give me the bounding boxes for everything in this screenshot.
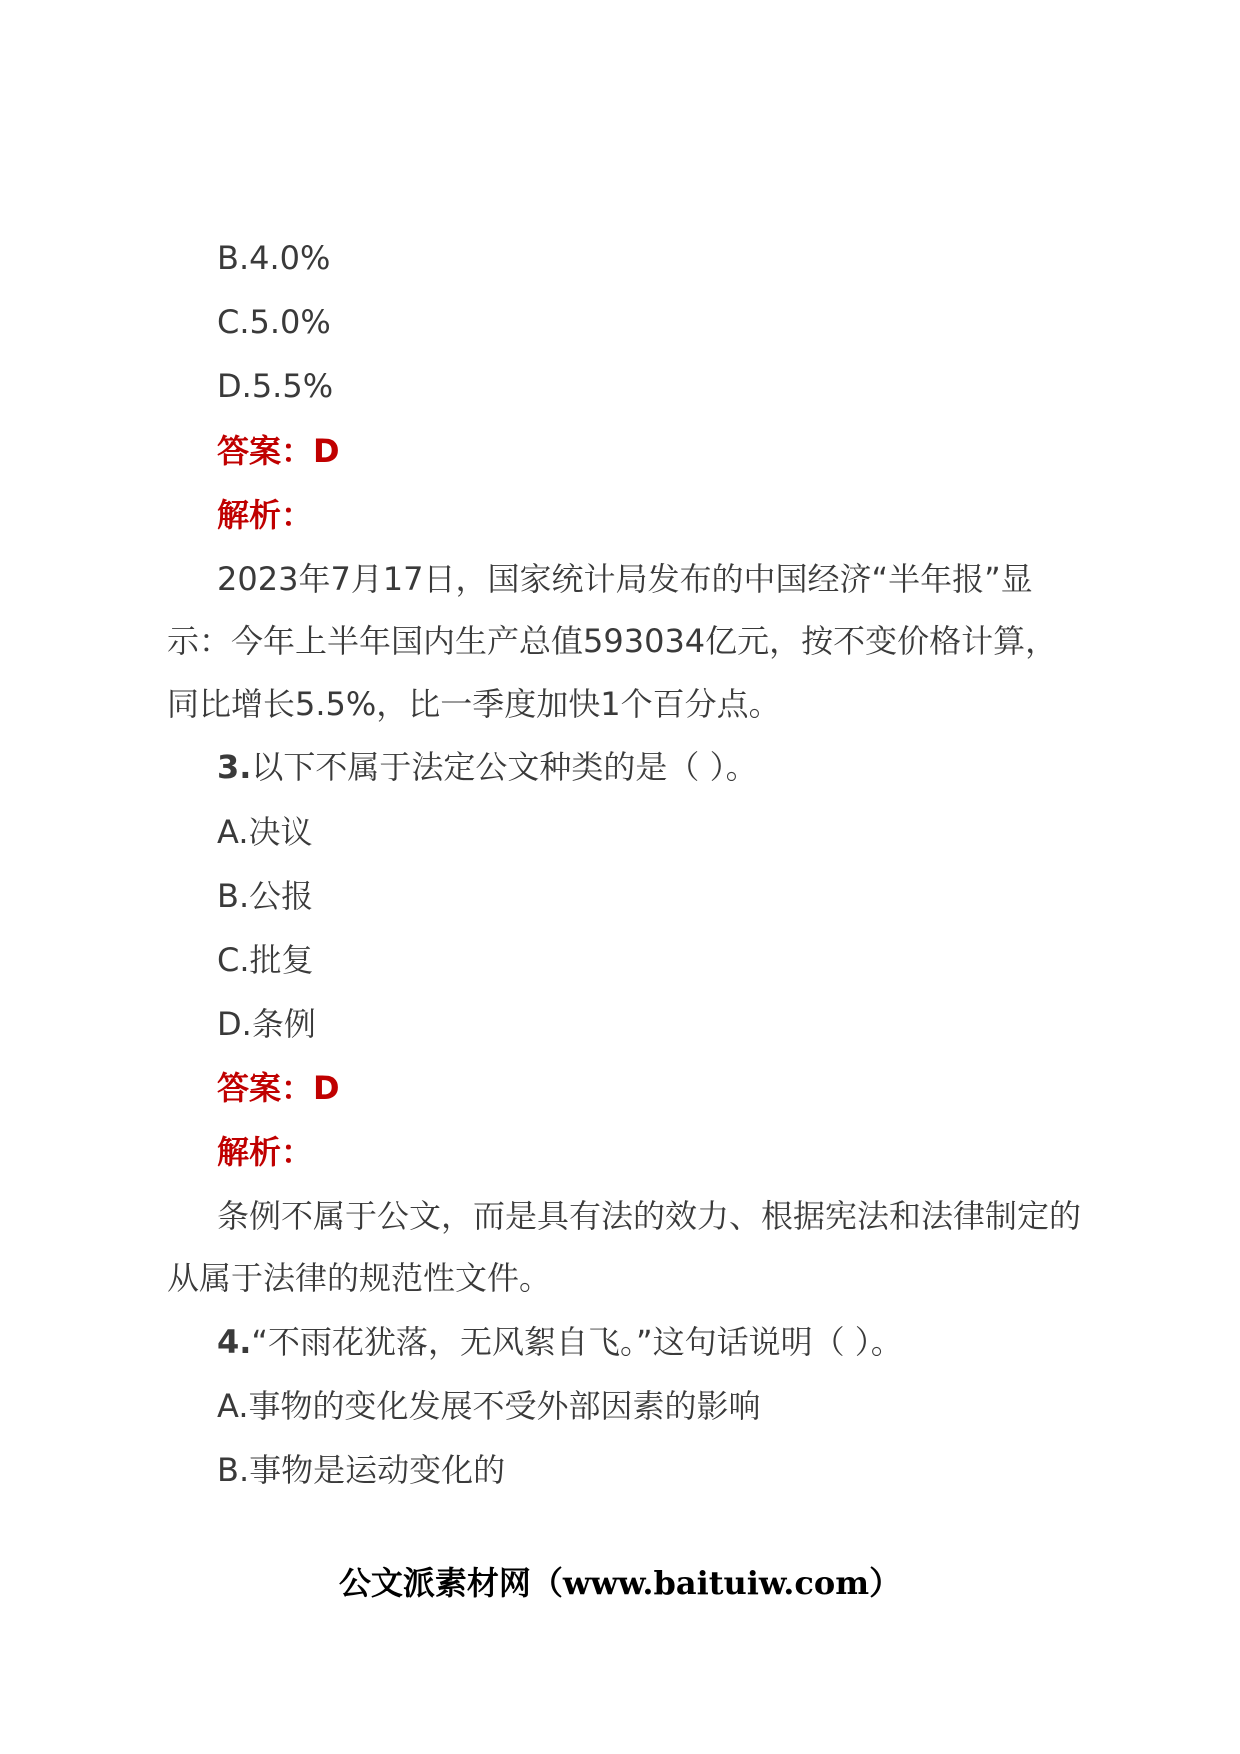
q3-number: 3. bbox=[217, 748, 252, 786]
q2-analysis-line-1: 2023年7月17日，国家统计局发布的中国经济“半年报”显 bbox=[217, 560, 1033, 598]
q2-option-b: B.4.0% bbox=[217, 239, 331, 277]
q4-option-a: A.事物的变化发展不受外部因素的影响 bbox=[217, 1387, 761, 1425]
q3-stem: 以下不属于法定公文种类的是（ ）。 bbox=[251, 748, 758, 786]
q3-question bbox=[217, 747, 758, 787]
q4-option-b: B.事物是运动变化的 bbox=[217, 1451, 506, 1489]
q2-analysis-line-3: 同比增长5.5%，比一季度加快1个百分点。 bbox=[167, 685, 781, 723]
q3-analysis-label: 解析： bbox=[217, 1133, 314, 1171]
q3-option-d: D.条例 bbox=[217, 1005, 316, 1043]
q2-answer: 答案：D bbox=[217, 432, 340, 470]
q3-answer: 答案：D bbox=[217, 1069, 340, 1107]
q3-option-b: B.公报 bbox=[217, 877, 314, 915]
page-footer: 公文派素材网（www.baituiw.com） bbox=[338, 1564, 902, 1602]
q3-analysis-line-1: 条例不属于公文，而是具有法的效力、根据宪法和法律制定的 bbox=[217, 1197, 1082, 1235]
q4-stem: “不雨花犹落，无风絮自飞。”这句话说明（ ）。 bbox=[251, 1323, 903, 1361]
q4-question bbox=[217, 1322, 903, 1362]
q3-analysis-line-2: 从属于法律的规范性文件。 bbox=[167, 1259, 552, 1297]
q2-analysis-line-2: 示：今年上半年国内生产总值593034亿元，按不变价格计算， bbox=[167, 622, 1058, 660]
q2-analysis-label: 解析： bbox=[217, 496, 314, 534]
q2-option-c: C.5.0% bbox=[217, 303, 331, 341]
q3-option-a: A.决议 bbox=[217, 813, 313, 851]
q2-option-d: D.5.5% bbox=[217, 367, 334, 405]
q4-number: 4. bbox=[217, 1323, 252, 1361]
q3-option-c: C.批复 bbox=[217, 941, 314, 979]
